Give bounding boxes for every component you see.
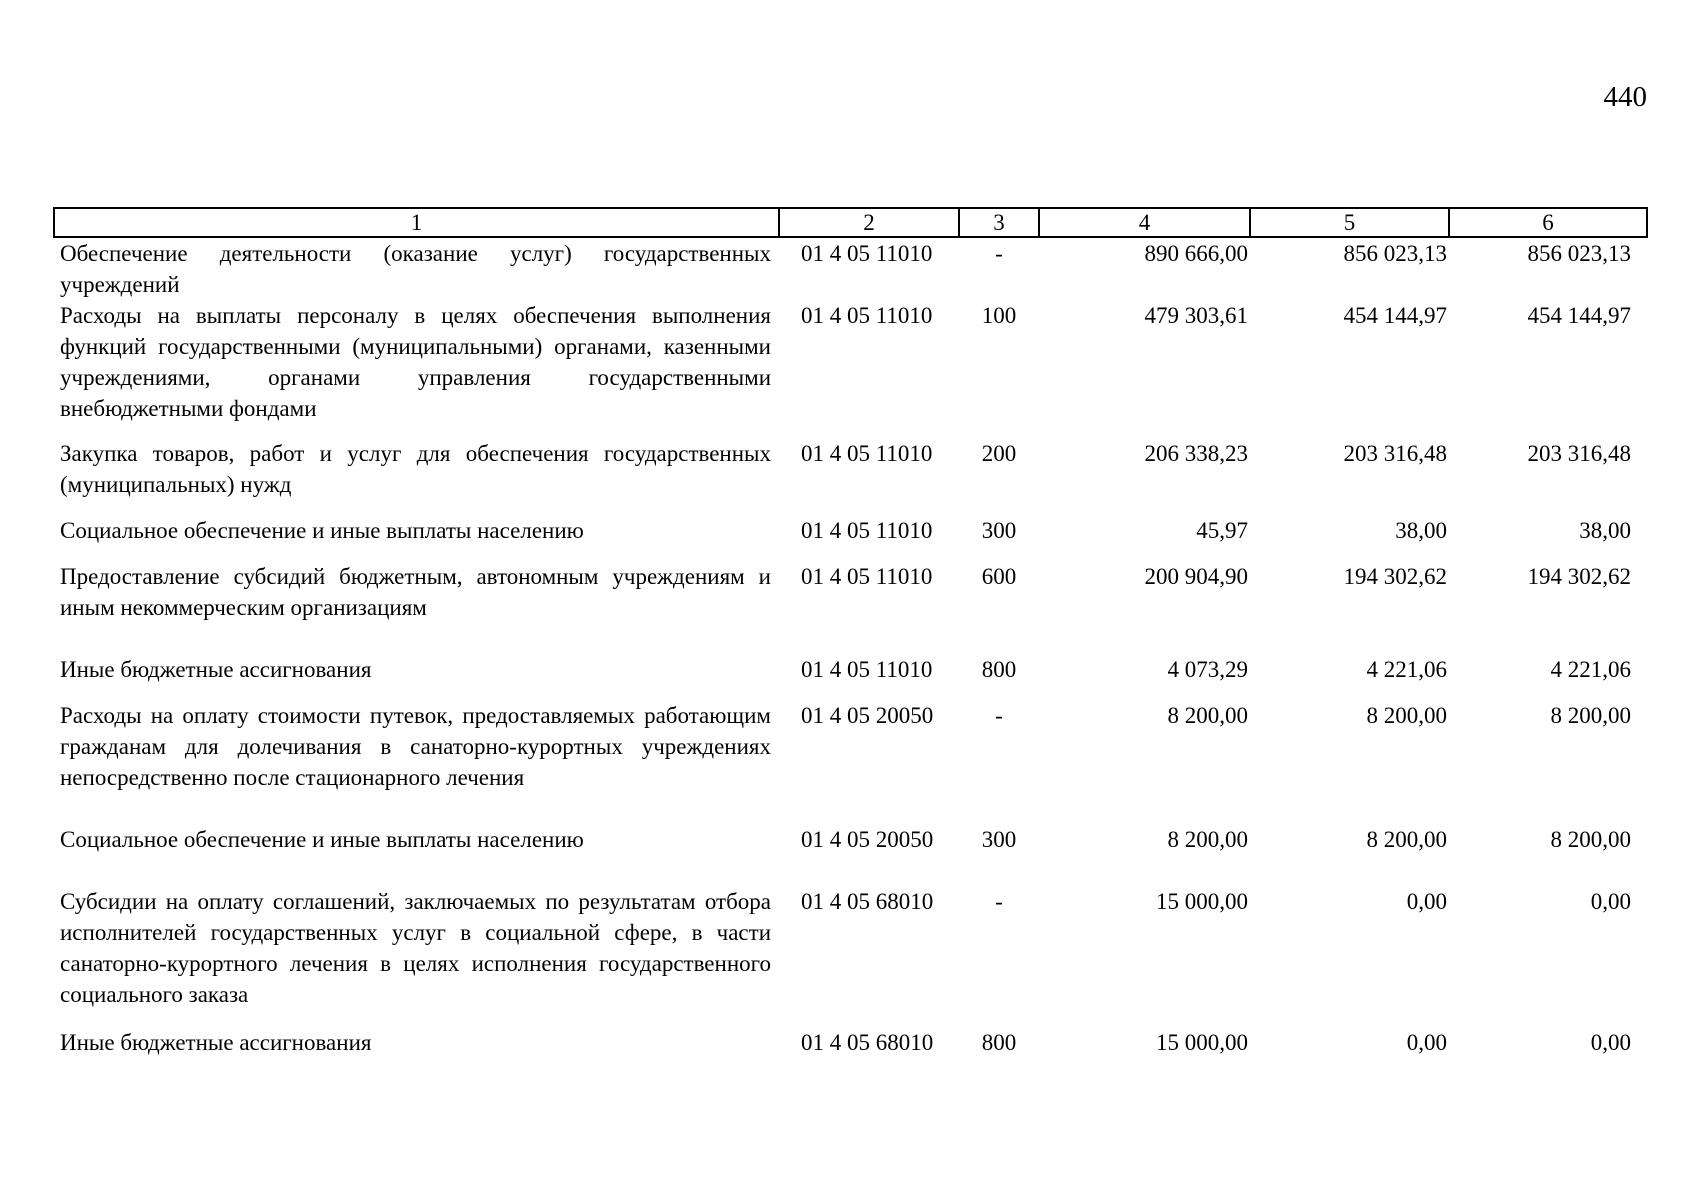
row-value-6: 8 200,00 [1550, 703, 1631, 728]
row-type: 800 [981, 1030, 1017, 1055]
row-type: - [995, 241, 1003, 266]
row-value-5: 0,00 [1406, 1030, 1447, 1055]
row-name: Закупка товаров, работ и услуг для обеспечения государственных (муниципальных) нужд [60, 441, 771, 497]
row-code: 01 4 05 68010 [801, 889, 934, 914]
row-name: Предоставление субсидий бюджетным, автономным учреждениям и иным некоммерческим организациям [60, 564, 771, 620]
row-name: Социальное обеспечение и иные выплаты населению [60, 518, 584, 543]
row-value-4: 200 904,90 [1144, 564, 1248, 589]
row-value-4: 8 200,00 [1167, 703, 1248, 728]
row-code: 01 4 05 11010 [801, 303, 933, 328]
row-value-4: 8 200,00 [1167, 827, 1248, 852]
row-code: 01 4 05 11010 [801, 657, 933, 682]
row-value-4: 15 000,00 [1156, 889, 1248, 914]
row-code: 01 4 05 11010 [801, 518, 933, 543]
table-row [54, 561, 1647, 654]
row-name: Обеспечение деятельности (оказание услуг) государственных учреждений [60, 241, 771, 297]
row-value-4: 15 000,00 [1156, 1030, 1248, 1055]
table-row [54, 700, 1647, 824]
table-row [54, 237, 1647, 300]
row-value-5: 38,00 [1395, 518, 1447, 543]
column-header: 6 [1449, 208, 1647, 237]
row-type: - [995, 889, 1003, 914]
row-value-4: 890 666,00 [1144, 241, 1248, 266]
row-value-4: 479 303,61 [1144, 303, 1248, 328]
table-row [54, 654, 1647, 700]
row-name: Иные бюджетные ассигнования [60, 1030, 372, 1055]
row-value-5: 194 302,62 [1343, 564, 1447, 589]
row-type: 200 [981, 441, 1017, 466]
row-type: 600 [981, 564, 1017, 589]
row-value-5: 8 200,00 [1366, 703, 1447, 728]
row-code: 01 4 05 20050 [801, 827, 934, 852]
row-value-5: 0,00 [1406, 889, 1447, 914]
row-value-6: 203 316,48 [1527, 441, 1631, 466]
row-code: 01 4 05 20050 [801, 703, 934, 728]
row-value-5: 203 316,48 [1343, 441, 1447, 466]
page-number: 440 [1603, 81, 1647, 113]
row-value-6: 454 144,97 [1527, 303, 1631, 328]
table-row [54, 438, 1647, 515]
row-name: Расходы на оплату стоимости путевок, предоставляемых работающим гражданам для долечивания в санаторно-курортных учреждениях непосредственно после стационарного лечения [60, 703, 771, 790]
row-value-6: 4 221,06 [1550, 657, 1631, 682]
table-row [54, 300, 1647, 438]
row-value-6: 38,00 [1579, 518, 1631, 543]
table-row [54, 1027, 1647, 1067]
row-value-6: 8 200,00 [1550, 827, 1631, 852]
table-row [54, 886, 1647, 1027]
row-value-6: 0,00 [1590, 1030, 1631, 1055]
row-type: 800 [981, 657, 1017, 682]
row-name: Расходы на выплаты персоналу в целях обеспечения выполнения функций государственными (муниципальными) органами, казенными учреждениями, органами управления государственными внебюджетными фондами [60, 303, 771, 421]
column-header: 2 [779, 208, 959, 237]
table-row [54, 824, 1647, 886]
row-value-6: 194 302,62 [1527, 564, 1631, 589]
row-type: 300 [981, 827, 1017, 852]
row-type: 300 [981, 518, 1017, 543]
row-value-5: 856 023,13 [1343, 241, 1447, 266]
table-header-row [54, 208, 1647, 237]
table-row [54, 515, 1647, 561]
row-value-6: 856 023,13 [1527, 241, 1631, 266]
row-value-6: 0,00 [1590, 889, 1631, 914]
row-code: 01 4 05 68010 [801, 1030, 934, 1055]
row-code: 01 4 05 11010 [801, 441, 933, 466]
column-header: 5 [1250, 208, 1449, 237]
row-code: 01 4 05 11010 [801, 241, 933, 266]
column-header: 4 [1039, 208, 1250, 237]
row-name: Социальное обеспечение и иные выплаты населению [60, 827, 584, 852]
row-code: 01 4 05 11010 [801, 564, 933, 589]
row-value-4: 4 073,29 [1167, 657, 1248, 682]
row-value-5: 454 144,97 [1343, 303, 1447, 328]
column-header: 1 [54, 208, 779, 237]
row-value-4: 206 338,23 [1144, 441, 1248, 466]
column-header: 3 [959, 208, 1039, 237]
row-name: Иные бюджетные ассигнования [60, 657, 372, 682]
budget-table [53, 207, 1648, 1067]
row-type: 100 [981, 303, 1017, 328]
row-value-5: 4 221,06 [1366, 657, 1447, 682]
row-value-4: 45,97 [1196, 518, 1248, 543]
row-type: - [995, 703, 1003, 728]
row-name: Субсидии на оплату соглашений, заключаемых по результатам отбора исполнителей государственных услуг в социальной сфере, в части санаторно-курортного лечения в целях исполнения государственного социального заказа [60, 889, 771, 1007]
row-value-5: 8 200,00 [1366, 827, 1447, 852]
